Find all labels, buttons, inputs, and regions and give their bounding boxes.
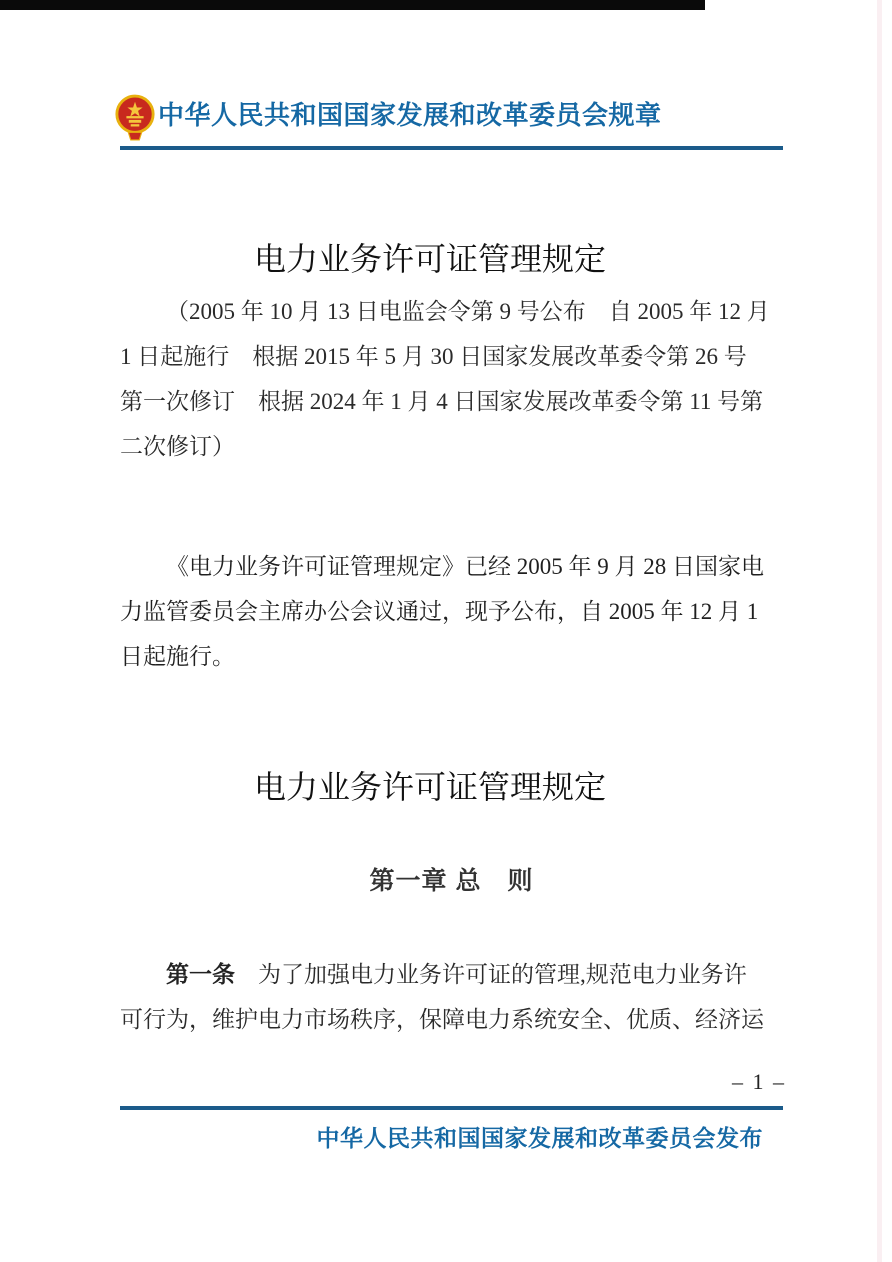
note-line: 第一次修订 根据 2024 年 1 月 4 日国家发展改革委令第 11 号第 [120, 389, 764, 414]
page-right-edge [877, 0, 882, 1262]
announcement-line: 力监管委员会主席办公会议通过，现予公布，自 2005 年 12 月 1 [120, 599, 759, 624]
scan-edge-bar [0, 0, 705, 10]
article-number: 第一条 [166, 961, 235, 987]
footer-publisher: 中华人民共和国国家发展和改革委员会发布 [316, 1125, 763, 1151]
national-emblem-icon [114, 94, 156, 142]
body-document-title: 电力业务许可证管理规定 [254, 769, 607, 805]
article-line [120, 952, 792, 997]
announcement-line: 《电力业务许可证管理规定》已经 2005 年 9 月 28 日国家电 [166, 554, 764, 579]
note-line: （2005 年 10 月 13 日电监会令第 9 号公布 自 2005 年 12 月 [166, 299, 770, 324]
note-line: 二次修订） [120, 434, 235, 459]
article-line: 可行为，维护电力市场秩序，保障电力系统安全、优质、经济运 [120, 1007, 764, 1032]
chapter-heading: 第一章 总 则 [369, 867, 534, 895]
page-number: – 1 – [732, 1069, 786, 1094]
header-agency-title: 中华人民共和国国家发展和改革委员会规章 [158, 100, 662, 130]
article-paragraph [120, 952, 792, 1042]
note-line: 1 日起施行 根据 2015 年 5 月 30 日国家发展改革委令第 26 号 [120, 344, 747, 369]
article-text: 为了加强电力业务许可证的管理,规范电力业务许 [235, 962, 747, 987]
footer-rule [120, 1106, 783, 1110]
announcement-line: 日起施行。 [120, 644, 235, 669]
document-title: 电力业务许可证管理规定 [254, 241, 607, 277]
announcement-paragraph [120, 544, 792, 679]
promulgation-note [120, 289, 792, 469]
header-rule [120, 146, 783, 150]
